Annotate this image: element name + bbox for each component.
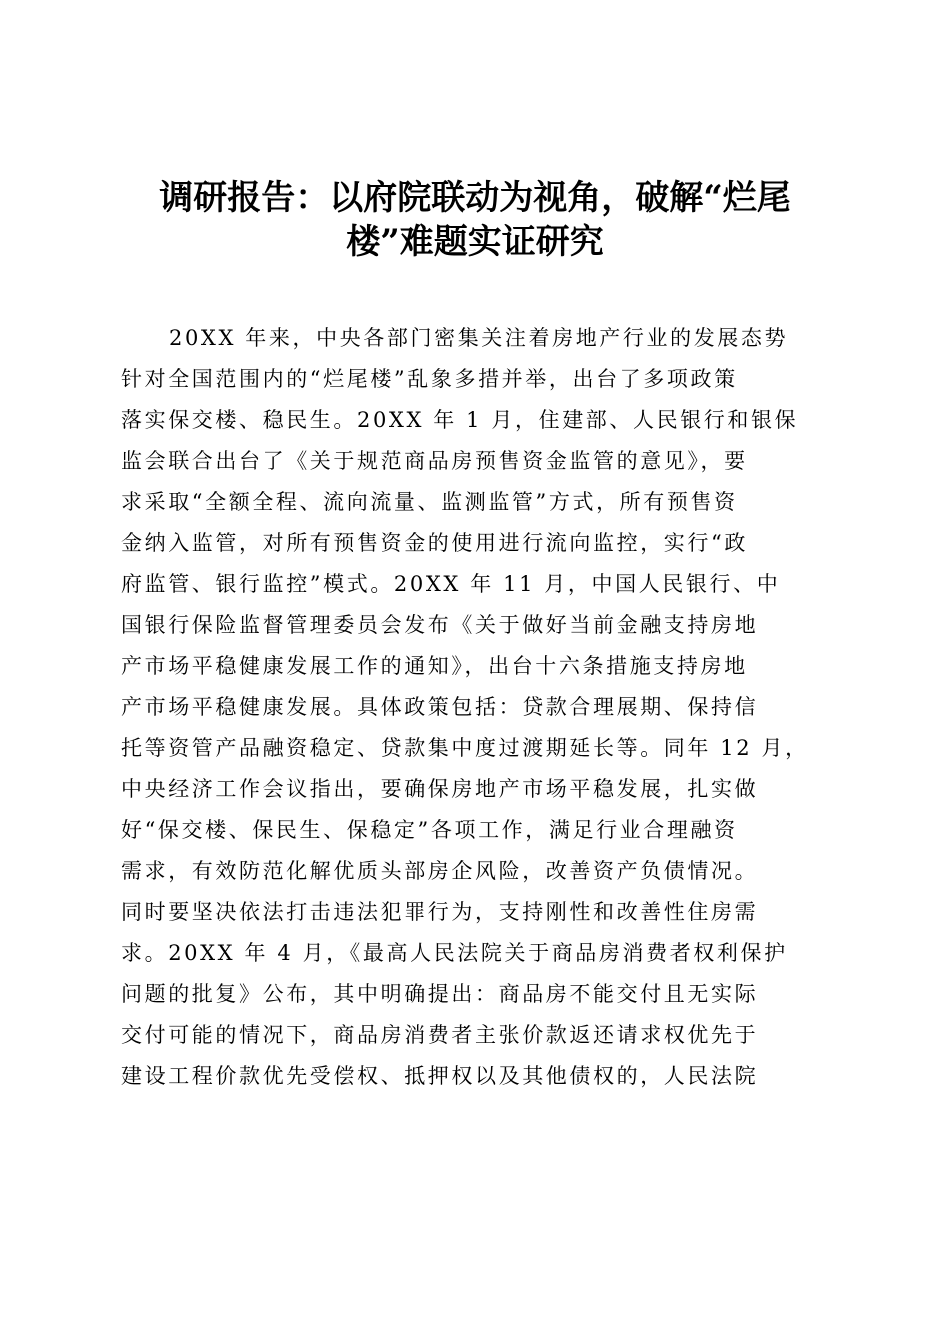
paragraph-line: 府监管、银行监控”模式。20XX 年 11 月，中国人民银行、中 xyxy=(121,572,781,596)
paragraph-line: 求采取“全额全程、流向流量、监测监管”方式，所有预售资 xyxy=(121,490,738,514)
title-line-1: 调研报告：以府院联动为视角，破解“烂尾 xyxy=(159,178,791,218)
paragraph-line: 求。20XX 年 4 月，《最高人民法院关于商品房消费者权利保护 xyxy=(121,941,788,965)
paragraph-line: 监会联合出台了《关于规范商品房预售资金监管的意见》，要 xyxy=(121,449,748,473)
title-line-2: 楼”难题实证研究 xyxy=(346,222,604,262)
body-paragraph xyxy=(121,318,841,1097)
paragraph-line: 交付可能的情况下，商品房消费者主张价款返还请求权优先于 xyxy=(121,1023,759,1047)
paragraph-line: 产市场平稳健康发展工作的通知》，出台十六条措施支持房地 xyxy=(121,654,748,678)
paragraph-line: 产市场平稳健康发展。具体政策包括：贷款合理展期、保持信 xyxy=(121,695,759,719)
paragraph-line: 托等资管产品融资稳定、贷款集中度过渡期延长等。同年 12 月， xyxy=(121,736,809,760)
paragraph-line: 建设工程价款优先受偿权、抵押权以及其他债权的，人民法院 xyxy=(121,1064,759,1088)
paragraph-line: 需求，有效防范化解优质头部房企风险，改善资产负债情况。 xyxy=(121,859,759,883)
paragraph-line: 国银行保险监督管理委员会发布《关于做好当前金融支持房地 xyxy=(121,613,759,637)
document-title xyxy=(120,176,830,264)
paragraph-line: 问题的批复》公布，其中明确提出：商品房不能交付且无实际 xyxy=(121,982,759,1006)
paragraph-line: 好“保交楼、保民生、保稳定”各项工作，满足行业合理融资 xyxy=(121,818,738,842)
paragraph-line: 金纳入监管，对所有预售资金的使用进行流向监控，实行“政 xyxy=(121,531,748,555)
paragraph-line: 落实保交楼、稳民生。20XX 年 1 月，住建部、人民银行和银保 xyxy=(121,408,799,432)
paragraph-line: 同时要坚决依法打击违法犯罪行为，支持刚性和改善性住房需 xyxy=(121,900,759,924)
paragraph-line: 中央经济工作会议指出，要确保房地产市场平稳发展，扎实做 xyxy=(121,777,759,801)
paragraph-line: 针对全国范围内的“烂尾楼”乱象多措并举，出台了多项政策 xyxy=(121,367,738,391)
paragraph-line: 20XX 年来，中央各部门密集关注着房地产行业的发展态势 xyxy=(169,326,789,350)
